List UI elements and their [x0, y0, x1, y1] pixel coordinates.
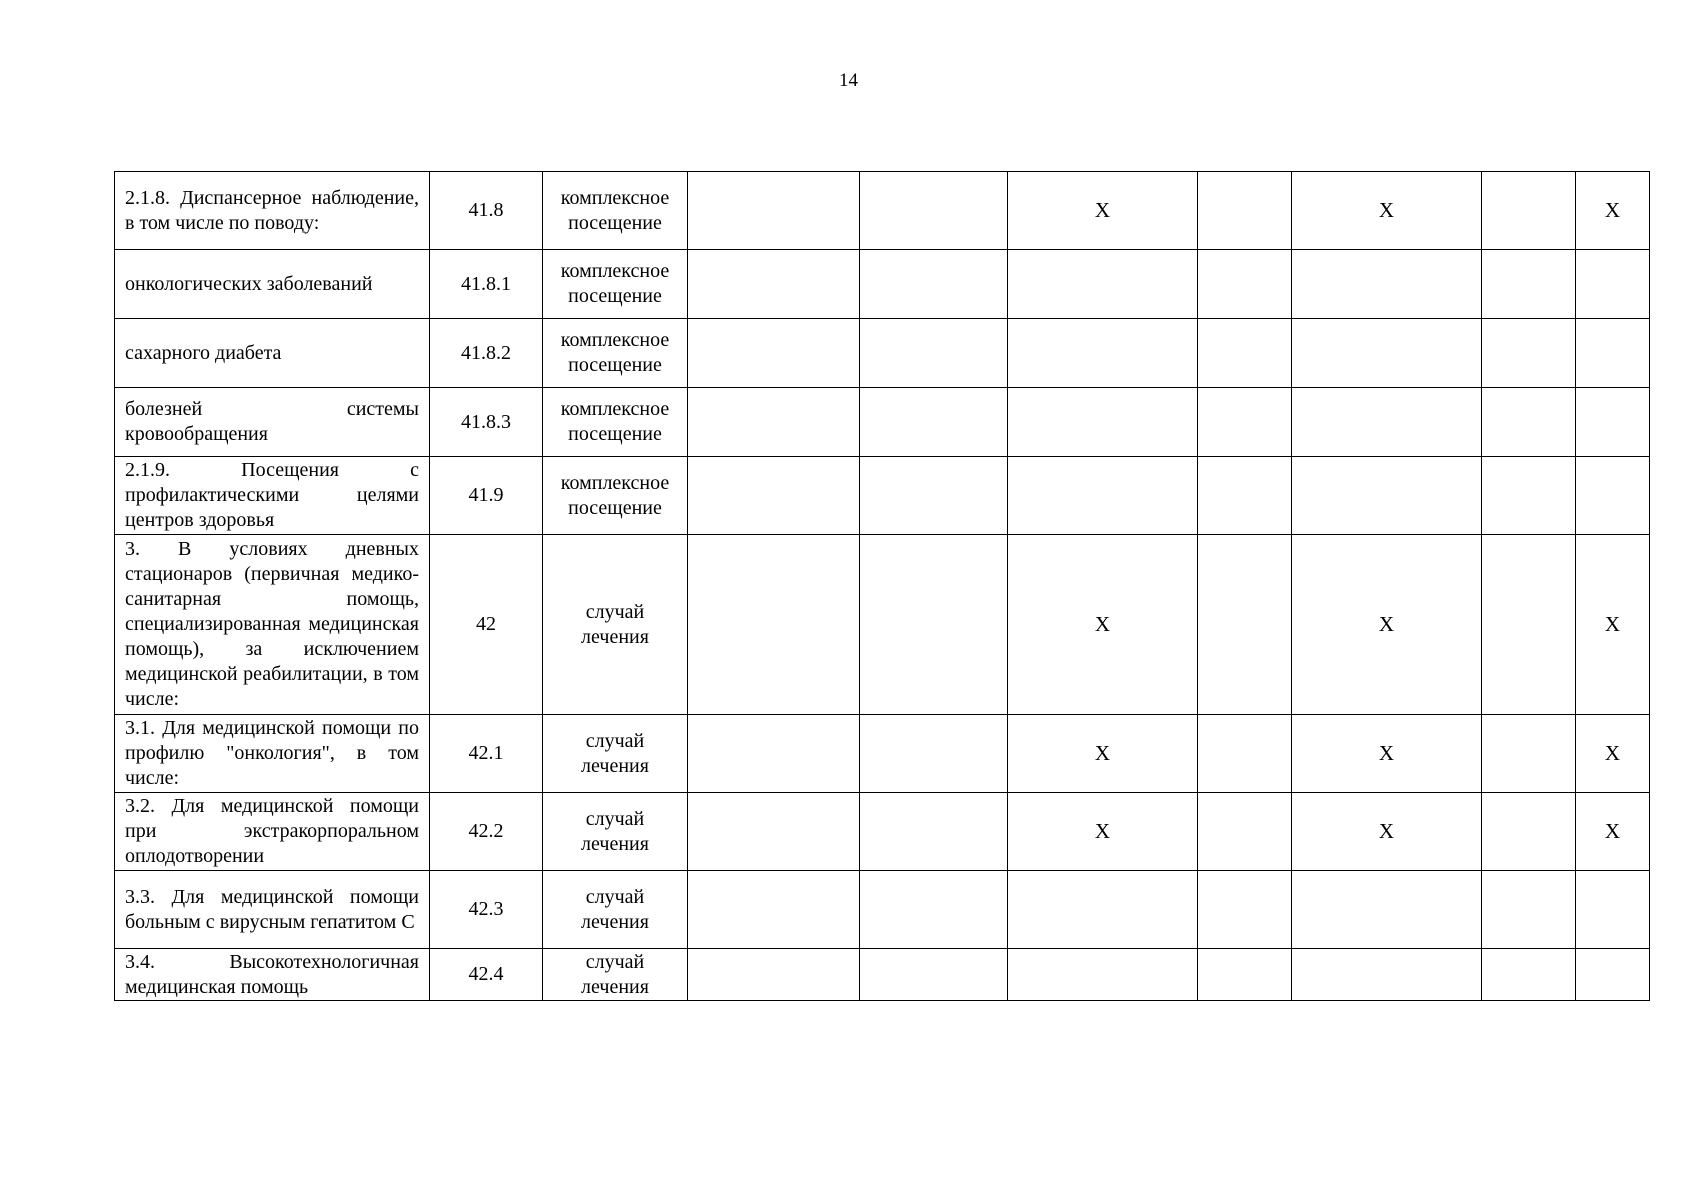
x-mark: Х: [1576, 715, 1650, 793]
x-mark: Х: [1008, 172, 1198, 250]
empty-cell: [1198, 388, 1292, 457]
x-mark: [1576, 457, 1650, 535]
row-unit: случай лечения: [543, 949, 688, 1001]
x-mark: [1008, 871, 1198, 949]
row-name: 3.2. Для медицинской помощи при экстракорпоральном оплодотворении: [115, 793, 430, 871]
empty-cell: [1482, 793, 1576, 871]
empty-cell: [688, 949, 860, 1001]
empty-cell: [1198, 535, 1292, 715]
x-mark: Х: [1292, 715, 1482, 793]
row-code: 42: [430, 535, 543, 715]
x-mark: [1292, 319, 1482, 388]
row-name: 3.3. Для медицинской помощи больным с вирусным гепатитом С: [115, 871, 430, 949]
x-mark: [1008, 388, 1198, 457]
row-name: 3.1. Для медицинской помощи по профилю "онкология", в том числе:: [115, 715, 430, 793]
row-code: 42.2: [430, 793, 543, 871]
x-mark: [1008, 457, 1198, 535]
x-mark: Х: [1292, 172, 1482, 250]
table-row: [115, 250, 1650, 319]
empty-cell: [1482, 457, 1576, 535]
empty-cell: [1198, 949, 1292, 1001]
empty-cell: [860, 871, 1008, 949]
x-mark: Х: [1576, 793, 1650, 871]
x-mark: [1576, 319, 1650, 388]
row-name: 2.1.8. Диспансерное наблюдение, в том числе по поводу:: [115, 172, 430, 250]
x-mark: Х: [1292, 793, 1482, 871]
row-unit: случай лечения: [543, 715, 688, 793]
empty-cell: [688, 715, 860, 793]
x-mark: Х: [1576, 535, 1650, 715]
table-row: [115, 871, 1650, 949]
empty-cell: [1198, 457, 1292, 535]
data-table: [114, 171, 1650, 1001]
row-name: болезней системы кровообращения: [115, 388, 430, 457]
row-code: 41.8: [430, 172, 543, 250]
x-mark: [1292, 949, 1482, 1001]
empty-cell: [860, 535, 1008, 715]
empty-cell: [1198, 715, 1292, 793]
x-mark: [1292, 871, 1482, 949]
row-code: 42.1: [430, 715, 543, 793]
x-mark: [1576, 949, 1650, 1001]
row-unit: комплексное посещение: [543, 319, 688, 388]
x-mark: [1292, 388, 1482, 457]
x-mark: Х: [1008, 535, 1198, 715]
empty-cell: [1198, 319, 1292, 388]
row-name: 3. В условиях дневных стационаров (первичная медико-санитарная помощь, специализированная медицинская помощь), за исключением медицинской реабилитации, в том числе:: [115, 535, 430, 715]
empty-cell: [1482, 949, 1576, 1001]
row-code: 41.8.1: [430, 250, 543, 319]
empty-cell: [860, 949, 1008, 1001]
row-unit: случай лечения: [543, 793, 688, 871]
empty-cell: [1482, 172, 1576, 250]
table-row: [115, 457, 1650, 535]
table-row: [115, 319, 1650, 388]
empty-cell: [688, 535, 860, 715]
x-mark: [1292, 457, 1482, 535]
x-mark: Х: [1008, 793, 1198, 871]
empty-cell: [688, 250, 860, 319]
row-code: 41.8.3: [430, 388, 543, 457]
empty-cell: [860, 319, 1008, 388]
empty-cell: [688, 871, 860, 949]
x-mark: Х: [1576, 172, 1650, 250]
x-mark: [1576, 250, 1650, 319]
empty-cell: [688, 319, 860, 388]
row-code: 42.4: [430, 949, 543, 1001]
row-name: 3.4. Высокотехнологичная медицинская помощь: [115, 949, 430, 1001]
x-mark: Х: [1292, 535, 1482, 715]
table-row: [115, 949, 1650, 1001]
empty-cell: [860, 172, 1008, 250]
x-mark: [1576, 388, 1650, 457]
row-unit: случай лечения: [543, 535, 688, 715]
table-row: [115, 388, 1650, 457]
empty-cell: [860, 388, 1008, 457]
x-mark: [1292, 250, 1482, 319]
empty-cell: [688, 793, 860, 871]
row-unit: комплексное посещение: [543, 457, 688, 535]
x-mark: [1008, 319, 1198, 388]
x-mark: [1008, 949, 1198, 1001]
page-number: 14: [839, 70, 858, 91]
empty-cell: [1198, 871, 1292, 949]
empty-cell: [860, 793, 1008, 871]
row-name: онкологических заболеваний: [115, 250, 430, 319]
table-row: [115, 535, 1650, 715]
empty-cell: [688, 172, 860, 250]
empty-cell: [1482, 535, 1576, 715]
row-code: 42.3: [430, 871, 543, 949]
row-unit: комплексное посещение: [543, 172, 688, 250]
row-code: 41.8.2: [430, 319, 543, 388]
empty-cell: [1198, 250, 1292, 319]
row-unit: случай лечения: [543, 871, 688, 949]
x-mark: Х: [1008, 715, 1198, 793]
empty-cell: [860, 250, 1008, 319]
empty-cell: [1482, 319, 1576, 388]
empty-cell: [1482, 250, 1576, 319]
table-row: [115, 172, 1650, 250]
row-name: 2.1.9. Посещения с профилактическими целями центров здоровья: [115, 457, 430, 535]
table-row: [115, 715, 1650, 793]
empty-cell: [688, 388, 860, 457]
row-unit: комплексное посещение: [543, 250, 688, 319]
row-name: сахарного диабета: [115, 319, 430, 388]
empty-cell: [1482, 388, 1576, 457]
x-mark: [1008, 250, 1198, 319]
row-unit: комплексное посещение: [543, 388, 688, 457]
x-mark: [1576, 871, 1650, 949]
table-row: [115, 793, 1650, 871]
empty-cell: [688, 457, 860, 535]
empty-cell: [1198, 172, 1292, 250]
empty-cell: [860, 457, 1008, 535]
empty-cell: [860, 715, 1008, 793]
empty-cell: [1482, 715, 1576, 793]
row-code: 41.9: [430, 457, 543, 535]
empty-cell: [1482, 871, 1576, 949]
empty-cell: [1198, 793, 1292, 871]
